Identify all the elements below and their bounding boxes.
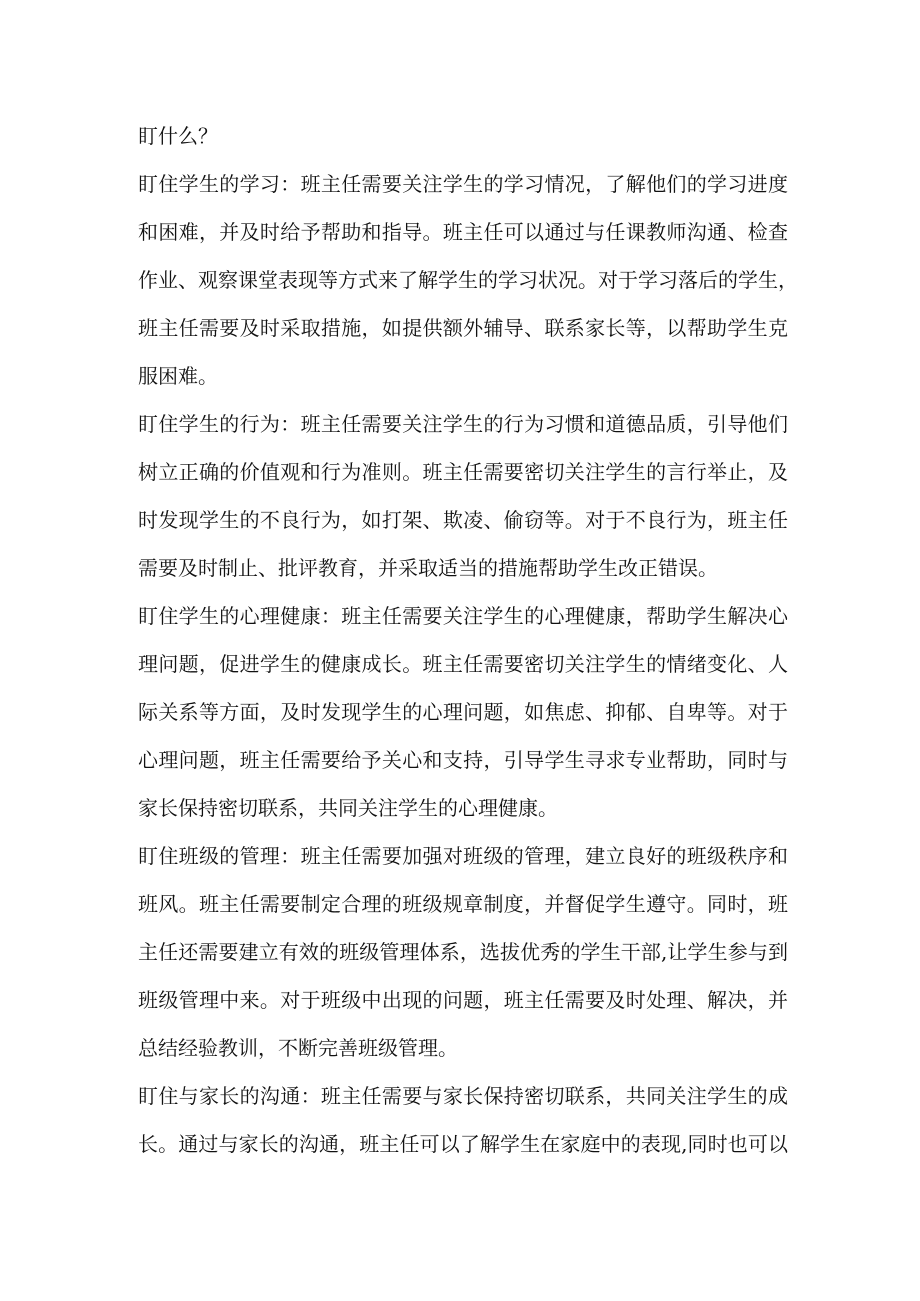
paragraph-line: 服困难。: [138, 364, 218, 388]
paragraph-line: 盯住与家长的沟通：班主任需要与家长保持密切联系，共同关注学生的成: [138, 1084, 788, 1108]
document-page: [138, 112, 798, 1168]
paragraph-line: 理问题，促进学生的健康成长。班主任需要密切关注学生的情绪变化、人: [138, 652, 788, 676]
paragraph-line: 心理问题，班主任需要给予关心和支持，引导学生寻求专业帮助，同时与: [138, 748, 788, 772]
paragraph-line: 主任还需要建立有效的班级管理体系，选拔优秀的学生干部,让学生参与到: [138, 940, 788, 964]
paragraph-study: [138, 160, 798, 400]
paragraph-line: 总结经验教训，不断完善班级管理。: [138, 1036, 458, 1060]
paragraph-line: 需要及时制止、批评教育，并采取适当的措施帮助学生改正错误。: [138, 556, 718, 580]
paragraph-line: 际关系等方面，及时发现学生的心理问题，如焦虑、抑郁、自卑等。对于: [138, 700, 788, 724]
paragraph-line: 班级管理中来。对于班级中出现的问题，班主任需要及时处理、解决，并: [138, 988, 788, 1012]
paragraph-line: 作业、观察课堂表现等方式来了解学生的学习状况。对于学习落后的学生，: [138, 268, 798, 292]
paragraph-parent-communication: [138, 1072, 788, 1168]
paragraph-line: 和困难，并及时给予帮助和指导。班主任可以通过与任课教师沟通、检查: [138, 220, 788, 244]
paragraph-line: 班主任需要及时采取措施，如提供额外辅导、联系家长等，以帮助学生克: [138, 316, 788, 340]
paragraph-class-management: [138, 832, 788, 1072]
paragraph-mental-health: [138, 592, 788, 832]
paragraph-line: 家长保持密切联系，共同关注学生的心理健康。: [138, 796, 558, 820]
paragraph-line: 盯住学生的学习：班主任需要关注学生的学习情况，了解他们的学习进度: [138, 172, 788, 196]
paragraph-line: 盯住班级的管理：班主任需要加强对班级的管理，建立良好的班级秩序和: [138, 844, 788, 868]
paragraph-line: 树立正确的价值观和行为准则。班主任需要密切关注学生的言行举止，及: [138, 460, 788, 484]
paragraph-line: 长。通过与家长的沟通，班主任可以了解学生在家庭中的表现,同时也可以: [138, 1132, 788, 1156]
paragraph-behavior: [138, 400, 788, 592]
paragraph-line: 时发现学生的不良行为，如打架、欺凌、偷窃等。对于不良行为，班主任: [138, 508, 788, 532]
paragraph-line: 班风。班主任需要制定合理的班级规章制度，并督促学生遵守。同时，班: [138, 892, 788, 916]
paragraph-line: 盯住学生的心理健康：班主任需要关注学生的心理健康，帮助学生解决心: [138, 604, 788, 628]
document-heading: 盯什么？: [138, 124, 218, 148]
paragraph-line: 盯住学生的行为：班主任需要关注学生的行为习惯和道德品质，引导他们: [138, 412, 788, 436]
